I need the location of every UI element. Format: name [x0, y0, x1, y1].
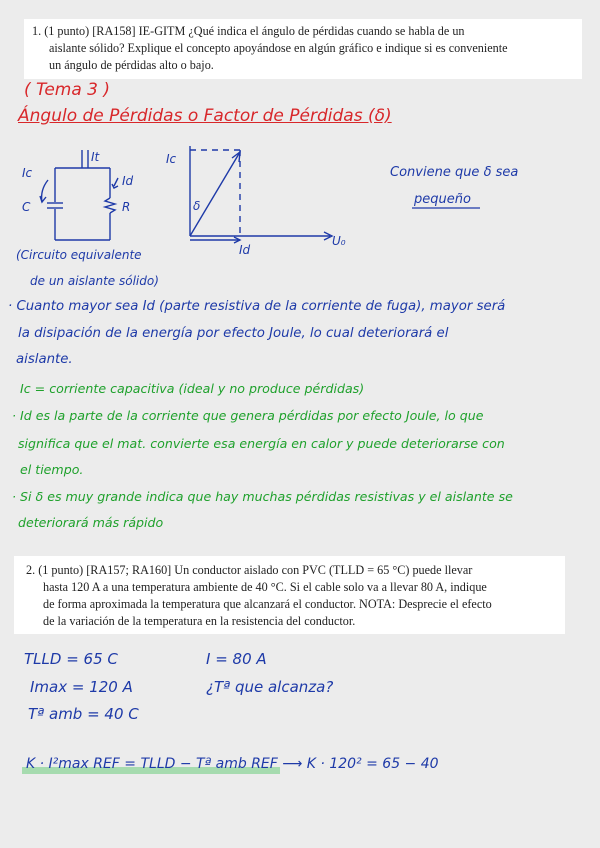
question-2-line-2: hasta 120 A a una temperatura ambiente de 40 °C. Si el cable solo va a llevar 80 A, indique	[43, 580, 487, 594]
blue-note-line-1: · Cuanto mayor sea Id (parte resistiva de la corriente de fuga), mayor será	[8, 299, 506, 314]
conviene-text: Conviene que δ sea	[390, 165, 519, 180]
green-note-line-6: deteriorará más rápido	[18, 515, 164, 530]
question-2-line-3: de forma aproximada la temperatura que alcanzará el conductor. NOTA: Desprecie el efecto	[43, 597, 492, 611]
circuit-c-label: C	[22, 200, 31, 214]
circuit-r-label: R	[122, 200, 131, 214]
phasor-ic-label: Ic	[166, 152, 177, 166]
circuit-caption-2: de un aislante sólido)	[30, 274, 159, 288]
green-note-line-4: el tiempo.	[20, 462, 84, 477]
blue-note-line-2: la disipación de la energía por efecto Joule, lo cual deteriorará el	[18, 326, 449, 341]
question-2	[14, 556, 565, 634]
phasor-id-label: Id	[239, 243, 251, 257]
question-1-line-3: un ángulo de pérdidas alto o bajo.	[49, 58, 214, 72]
solution-imax: Imax = 120 A	[30, 678, 133, 696]
question-2-line-1: 2. (1 punto) [RA157; RA160] Un conductor aislado con PVC (TLLD = 65 °C) puede llevar	[26, 563, 473, 577]
phasor-delta-label: δ	[193, 199, 201, 213]
circuit-caption-1: (Circuito equivalente	[16, 248, 142, 262]
question-2-line-4: de la variación de la temperatura en la resistencia del conductor.	[43, 614, 356, 628]
phasor-u0-label: U₀	[332, 234, 346, 248]
solution-tlld: TLLD = 65 C	[24, 650, 118, 668]
green-note-line-3: significa que el mat. convierte esa energía en calor y puede deteriorarse con	[18, 436, 505, 451]
circuit-id-label: Id	[122, 174, 134, 188]
green-note-line-5: · Si δ es muy grande indica que hay muchas pérdidas resistivas y el aislante se	[12, 489, 513, 504]
question-1-line-2: aislante sólido? Explique el concepto apoyándose en algún gráfico e indique si es conveniente	[49, 41, 508, 55]
conviene-pequeno: pequeño	[414, 192, 471, 207]
blue-note-line-3: aislante.	[16, 352, 73, 367]
solution-tamb: Tª amb = 40 C	[28, 705, 139, 723]
solution-current: I = 80 A	[206, 650, 267, 668]
solution-formula: K · I²max REF = TLLD − Tª amb REF ⟶ K · 120² = 65 − 40	[26, 756, 439, 772]
tema-label: ( Tema 3 )	[24, 80, 111, 100]
question-1-line-1: 1. (1 punto) [RA158] IE-GITM ¿Qué indica el ángulo de pérdidas cuando se habla de un	[32, 24, 465, 38]
solution-question: ¿Tª que alcanza?	[206, 678, 334, 696]
green-note-line-2: · Id es la parte de la corriente que genera pérdidas por efecto Joule, lo que	[12, 408, 484, 423]
section-heading: Ángulo de Pérdidas o Factor de Pérdidas (δ)	[18, 106, 392, 126]
circuit-ic-label: Ic	[22, 166, 33, 180]
circuit-it-label: It	[91, 150, 100, 164]
green-note-line-1: Ic = corriente capacitiva (ideal y no produce pérdidas)	[20, 381, 365, 396]
